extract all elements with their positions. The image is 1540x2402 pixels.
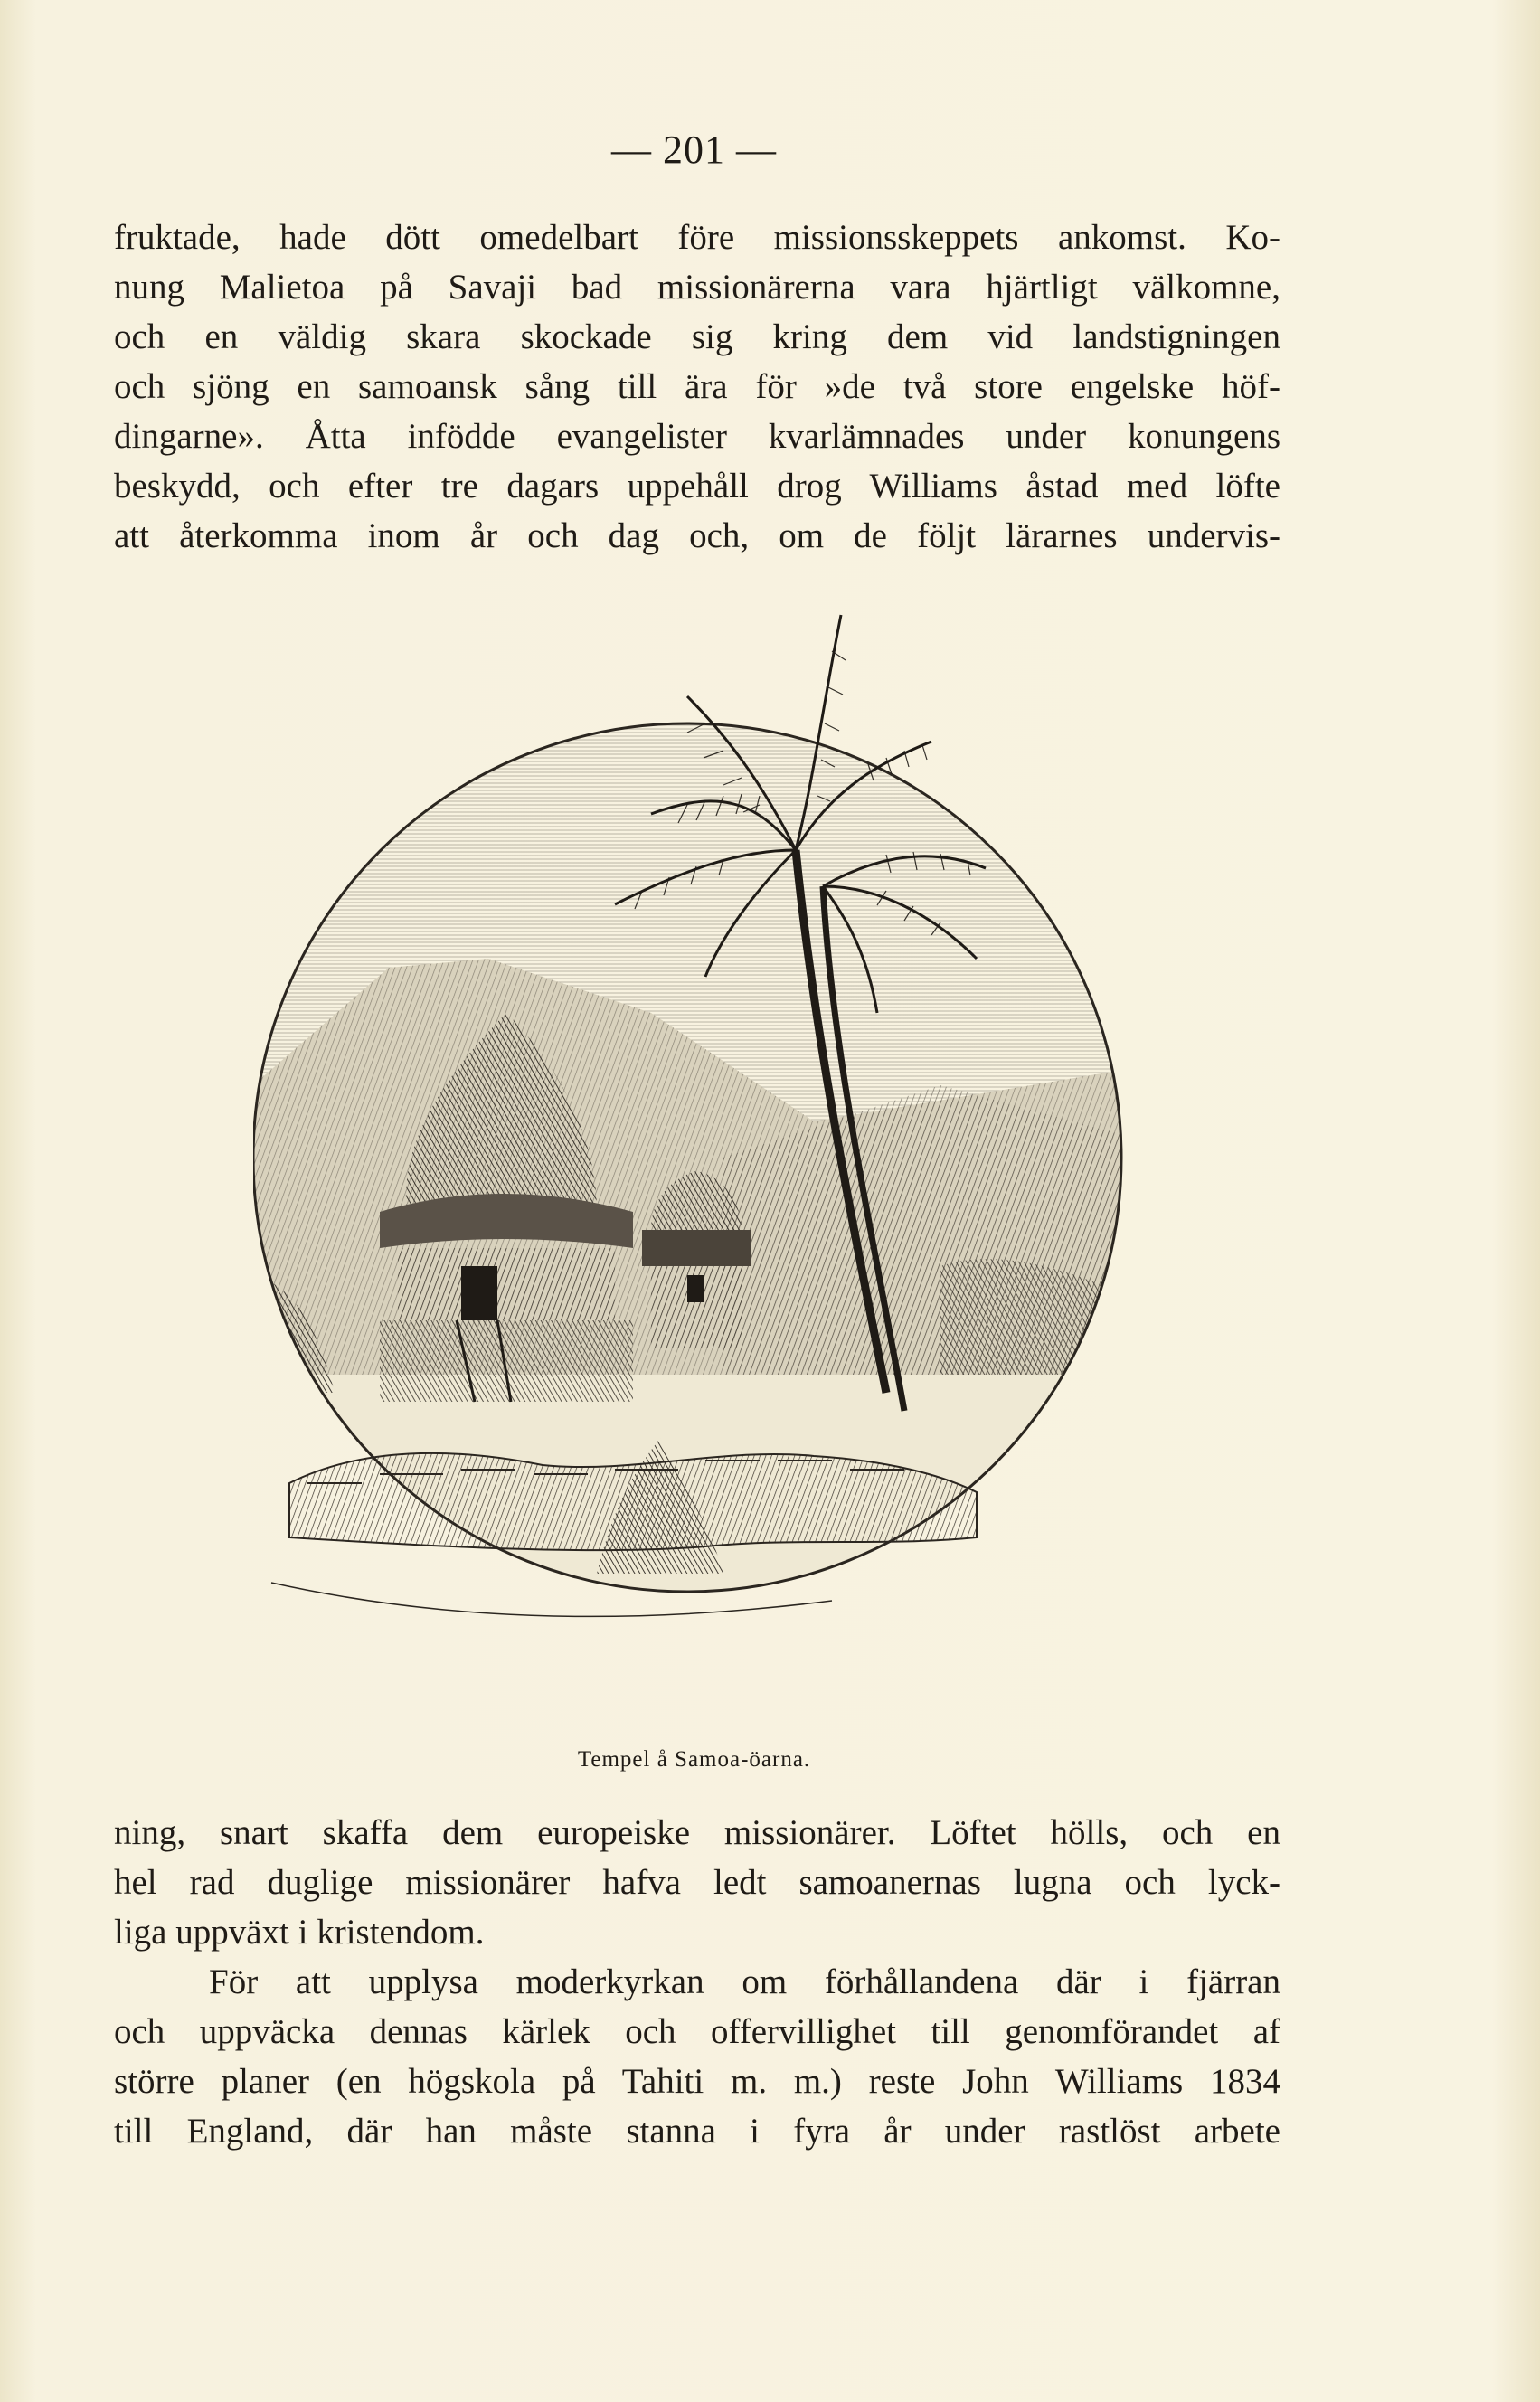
text-line: större planer (en högskola på Tahiti m. m.) reste John Williams 1834	[114, 2062, 1280, 2101]
paragraph-top	[114, 213, 1280, 561]
text-line: och en väldig skara skockade sig kring dem vid landstigningen	[114, 317, 1280, 356]
stone-wall	[271, 1438, 977, 1616]
text-line: att återkomma inom år och dag och, om de följt lärarnes undervis-	[114, 516, 1280, 555]
text-line: fruktade, hade dött omedelbart före missionsskeppets ankomst. Ko-	[114, 218, 1280, 257]
paragraph-bottom	[114, 1808, 1280, 2156]
text-line: och sjöng en samoansk sång till ära för »de två store engelske höf-	[114, 367, 1280, 406]
text-line: dingarne». Åtta infödde evangelister kvarlämnades under konungens	[114, 417, 1280, 456]
figure-caption: Tempel å Samoa-öarna.	[577, 1747, 811, 1772]
text-line: ning, snart skaffa dem europeiske missionärer. Löftet hölls, och en	[114, 1813, 1280, 1852]
text-line: och uppväcka dennas kärlek och offervillighet till genomförandet af	[114, 2012, 1280, 2051]
page-number: — 201 —	[611, 128, 777, 172]
text-line: För att upplysa moderkyrkan om förhållandena där i fjärran	[209, 1962, 1280, 2001]
text-line: liga uppväxt i kristendom.	[114, 1913, 485, 1952]
text-line: hel rad duglige missionärer hafva ledt samoanernas lugna och lyck-	[114, 1863, 1280, 1902]
temple-illustration	[253, 579, 1139, 1700]
text-line: nung Malietoa på Savaji bad missionärerna vara hjärtligt välkomne,	[114, 268, 1280, 307]
text-line: till England, där han måste stanna i fyra år under rastlöst arbete	[114, 2112, 1280, 2151]
text-line: beskydd, och efter tre dagars uppehåll drog Williams åstad med löfte	[114, 467, 1280, 506]
